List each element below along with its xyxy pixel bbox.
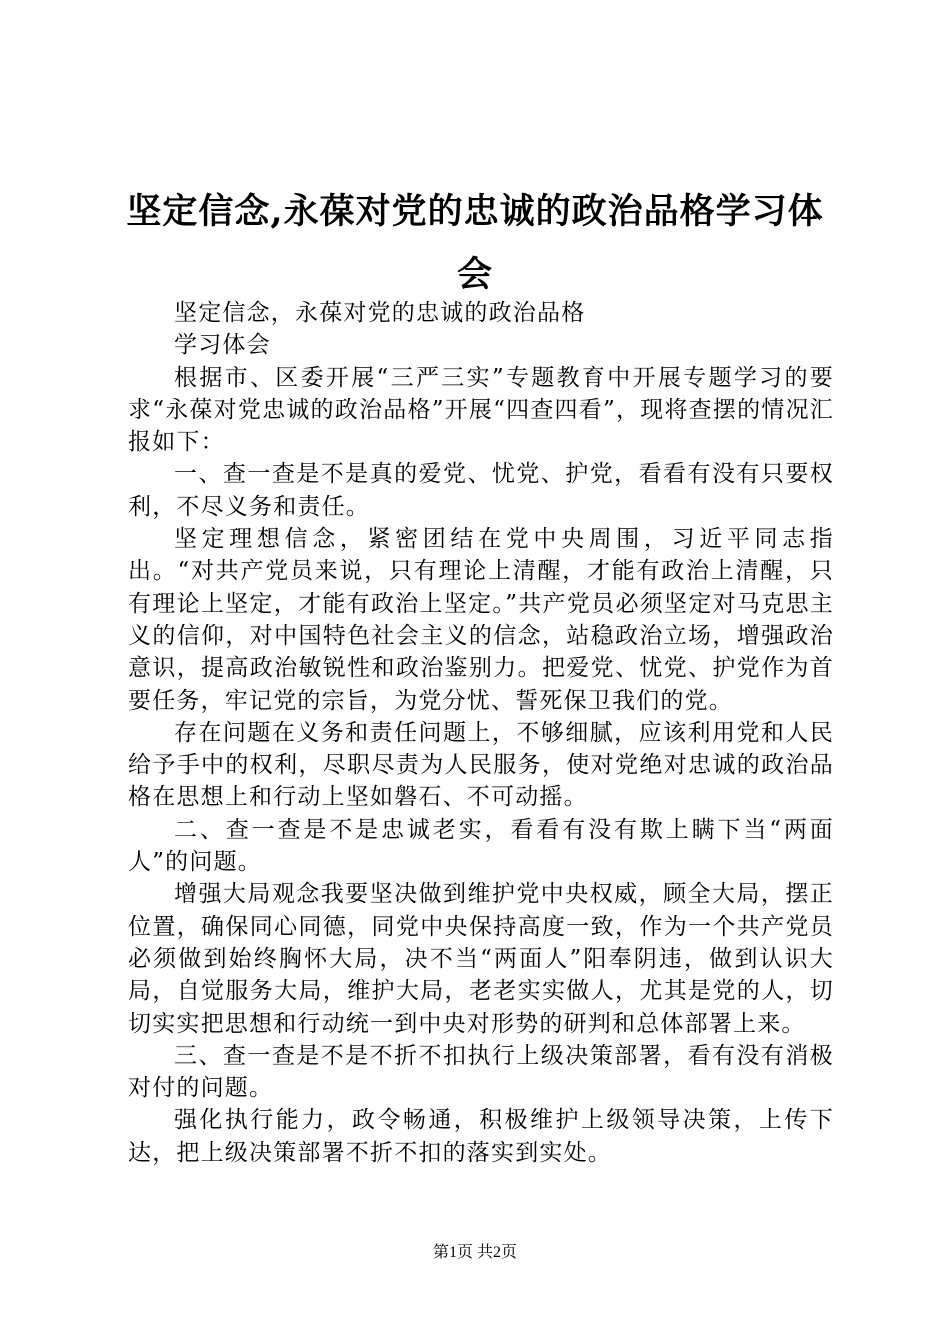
paragraph: 根据市、区委开展“三严三实”专题教育中开展专题学习的要求“永葆对党忠诚的政治品格”开展“四查四看”，现将查摆的情况汇报如下： (128, 364, 834, 456)
paragraph: 强化执行能力，政令畅通，积极维护上级领导决策，上传下达，把上级决策部署不折不扣的落实到实处。 (128, 1107, 834, 1166)
paragraph: 存在问题在义务和责任问题上，不够细腻，应该利用党和人民给予手中的权利，尽职尽责为人民服务，使对党绝对忠诚的政治品格在思想上和行动上坚如磐石、不可动摇。 (128, 719, 834, 811)
paragraph: 坚定理想信念，紧密团结在党中央周围，习近平同志指出。“对共产党员来说，只有理论上清醒，才能有政治上清醒，只有理论上坚定，才能有政治上坚定。”共产党员必须坚定对马克思主义的信仰，对中国特色社会主义的信念，站稳政治立场，增强政治意识，提高政治敏锐性和政治鉴别力。把爱党、忧党、护党作为首要任务，牢记党的宗旨，为党分忧、誓死保卫我们的党。 (128, 526, 834, 714)
paragraph: 一、查一查是不是真的爱党、忧党、护党，看看有没有只要权利，不尽义务和责任。 (128, 461, 834, 520)
paragraph: 增强大局观念我要坚决做到维护党中央权威，顾全大局，摆正位置，确保同心同德，同党中央保持高度一致，作为一个共产党员必须做到始终胸怀大局，决不当“两面人”阳奉阴违，做到认识大局，自觉服务大局，维护大局，老老实实做人，尤其是党的人，切切实实把思想和行动统一到中央对形势的研判和总体部署上来。 (128, 881, 834, 1037)
document-title: 坚定信念,永葆对党的忠诚的政治品格学习体会 (126, 191, 824, 295)
paragraph: 二、查一查是不是忠诚老实，看看有没有欺上瞒下当“两面人”的问题。 (128, 816, 834, 876)
paragraph: 学习体会 (174, 332, 271, 359)
paragraph: 坚定信念，永葆对党的忠诚的政治品格 (174, 300, 586, 326)
document-body (128, 297, 834, 1169)
paragraph: 三、查一查是不是不折不扣执行上级决策部署，看有没有消极对付的问题。 (128, 1042, 834, 1102)
page-number-footer: 第1页 共2页 (432, 1244, 517, 1261)
